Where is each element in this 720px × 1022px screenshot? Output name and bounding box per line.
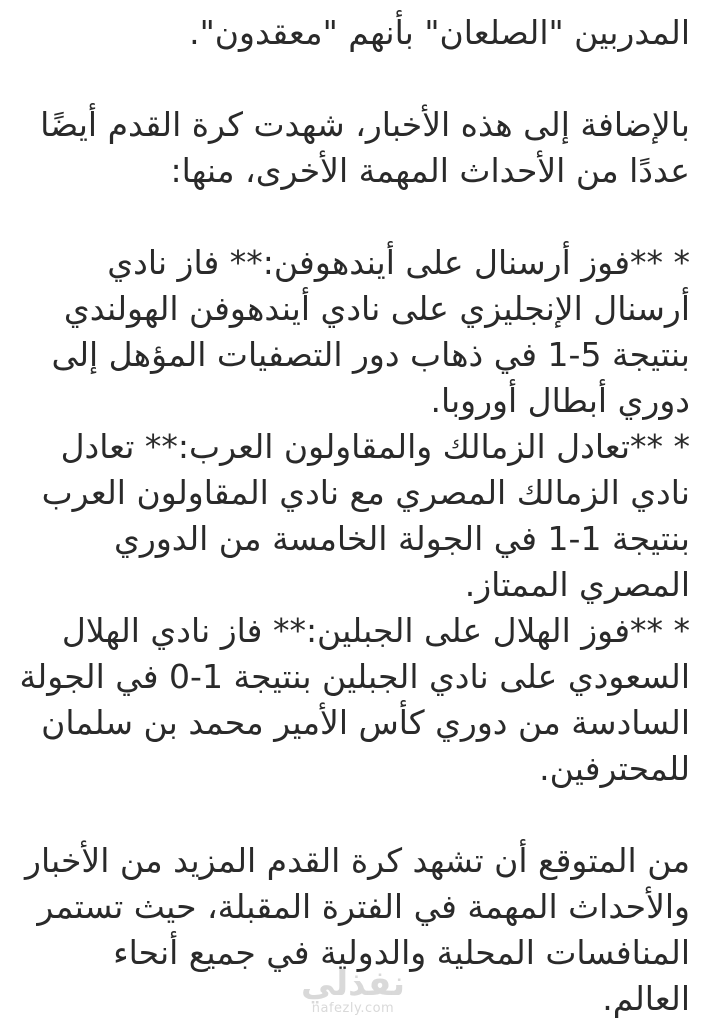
watermark-latin: nafezly.com bbox=[311, 1001, 395, 1016]
paragraph-gap bbox=[18, 792, 690, 838]
article-body bbox=[18, 10, 690, 1022]
list-item-zamalek: * **تعادل الزمالك والمقاولون العرب:** تعادل نادي الزمالك المصري مع نادي المقاولون العرب بنتيجة 1-1 في الجولة الخامسة من الدوري المصري الممتاز. bbox=[41, 427, 690, 604]
paragraph-intro-tail: المدربين "الصلعان" بأنهم "معقدون". bbox=[189, 13, 690, 52]
paragraph-gap bbox=[18, 56, 690, 102]
paragraph-events-intro: بالإضافة إلى هذه الأخبار، شهدت كرة القدم أيضًا عددًا من الأحداث المهمة الأخرى، منها: bbox=[40, 105, 690, 190]
paragraph-conclusion: من المتوقع أن تشهد كرة القدم المزيد من الأخبار والأحداث المهمة في الفترة المقبلة، حيث تستمر المنافسات المحلية والدولية في جميع أنحاء العالم. bbox=[25, 841, 690, 1018]
watermark-arabic: نفذلي bbox=[300, 964, 406, 1004]
list-item-hilal: * **فوز الهلال على الجبلين:** فاز نادي الهلال السعودي على نادي الجبلين بنتيجة 1-0 في الجولة السادسة من دوري كأس الأمير محمد بن سلمان للمحترفين. bbox=[19, 611, 690, 788]
watermark-logo bbox=[288, 966, 418, 1016]
paragraph-gap bbox=[18, 194, 690, 240]
list-item-arsenal: * **فوز أرسنال على أيندهوفن:** فاز نادي أرسنال الإنجليزي على نادي أيندهوفن الهولندي بنتيجة 5-1 في ذهاب دور التصفيات المؤهل إلى دوري أبطال أوروبا. bbox=[51, 243, 690, 420]
